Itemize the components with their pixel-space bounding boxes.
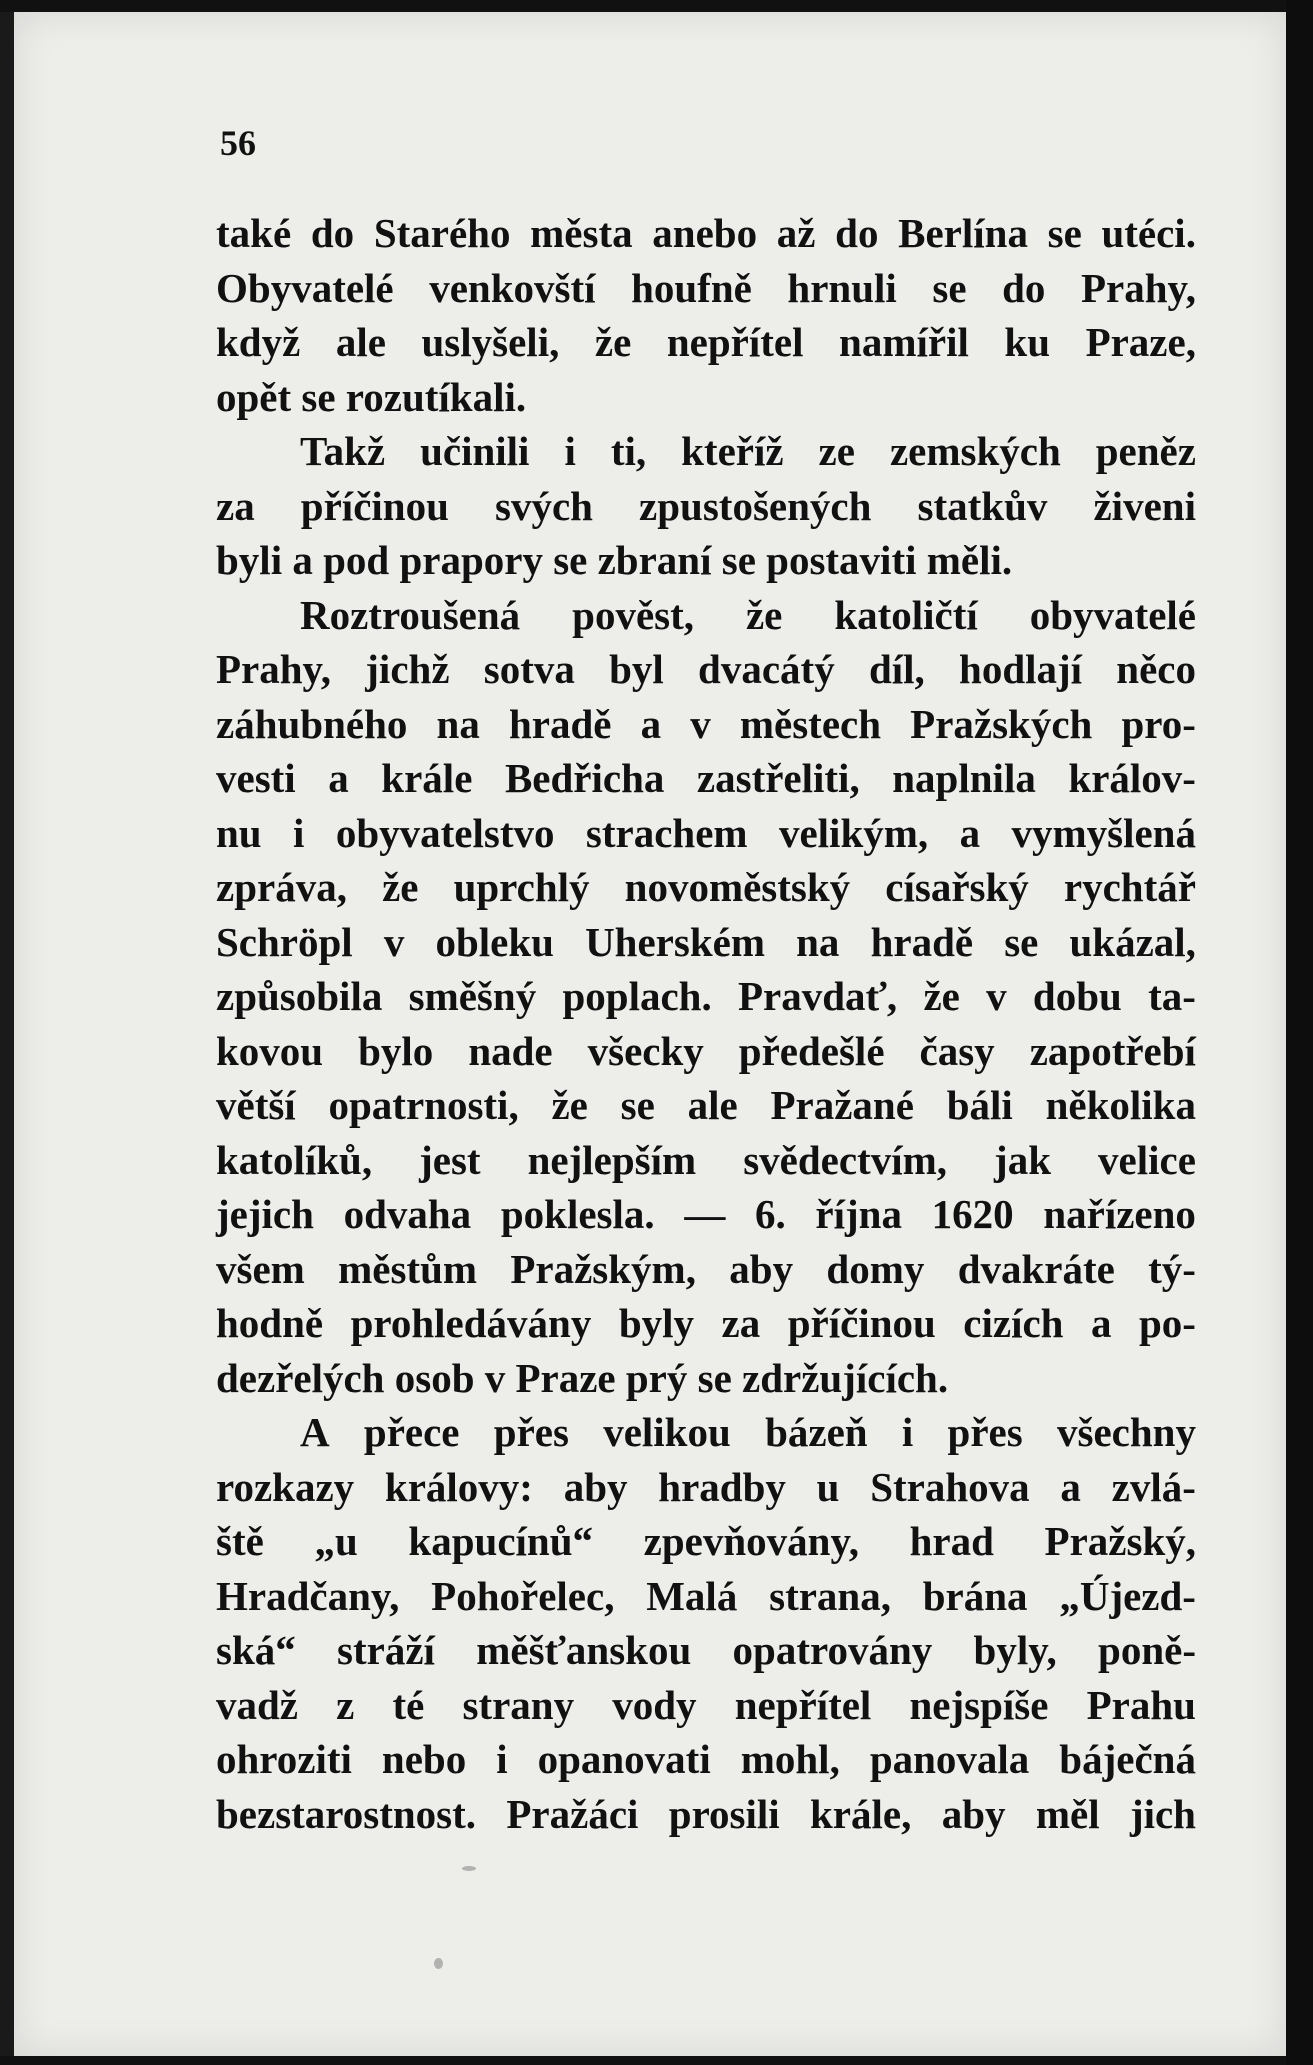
scan-speck: [462, 1866, 476, 1871]
text-line: za příčinou svých zpustošených statkův živeni: [216, 482, 1196, 529]
text-line: zpráva, že uprchlý novoměstský císařský rychtář: [216, 864, 1196, 910]
text-line: všem městům Pražským, aby domy dvakráte tý-: [216, 1245, 1196, 1292]
text-line: Prahy, jichž sotva byl dvacátý díl, hodlají něco: [216, 646, 1196, 692]
text-line: Roztroušená pověst, že katoličtí obyvatelé: [300, 591, 1196, 638]
text-line: A přece přes velikou bázeň i přes všechny: [300, 1409, 1196, 1455]
scan-border-top: [0, 0, 1313, 12]
text-line: způsobila směšný poplach. Pravdať, že v dobu ta-: [216, 973, 1196, 1019]
page-number: 56: [220, 123, 256, 163]
text-line: katolíků, jest nejlepším svědectvím, jak velice: [216, 1136, 1196, 1183]
text-line: záhubného na hradě a v městech Pražských pro-: [216, 700, 1196, 747]
text-line: kovou bylo nade všecky předešlé časy zapotřebí: [216, 1027, 1196, 1074]
text-line: rozkazy královy: aby hradby u Strahova a zvlá-: [216, 1463, 1196, 1510]
text-line: ská“ stráží měšťanskou opatrovány byly, poně-: [216, 1627, 1196, 1673]
text-line: Hradčany, Pohořelec, Malá strana, brána „Újezd-: [216, 1572, 1196, 1619]
text-line: větší opatrnosti, že se ale Pražané báli několika: [216, 1082, 1196, 1128]
text-line: Takž učinili i ti, kteříž ze zemských peněz: [300, 428, 1196, 474]
scan-speck: [434, 1958, 443, 1969]
text-line: Obyvatelé venkovští houfně hrnuli se do Prahy,: [216, 264, 1196, 311]
text-line: opět se rozutíkali.: [216, 373, 527, 420]
scan-border-right: [1286, 0, 1313, 2065]
text-line: když ale uslyšeli, že nepřítel namířil ku Praze,: [216, 319, 1196, 365]
text-line: hodně prohledávány byly za příčinou cizích a po-: [216, 1300, 1196, 1346]
text-line: dezřelých osob v Praze prý se zdržujících.: [216, 1354, 949, 1401]
text-line: vesti a krále Bedřicha zastřeliti, naplnila králov-: [216, 755, 1196, 801]
scan-border-bottom: [0, 2056, 1313, 2065]
text-line: vadž z té strany vody nepřítel nejspíše Prahu: [216, 1681, 1196, 1728]
body-text: [216, 206, 1196, 1841]
text-line: byli a pod prapory se zbraní se postaviti měli.: [216, 537, 1013, 583]
text-line: Schröpl v obleku Uherském na hradě se ukázal,: [216, 918, 1196, 965]
text-line: ště „u kapucínů“ zpevňovány, hrad Pražský,: [216, 1518, 1196, 1564]
text-line: také do Starého města anebo až do Berlína se utéci.: [216, 210, 1196, 256]
text-line: bezstarostnost. Pražáci prosili krále, aby měl jich: [216, 1790, 1196, 1837]
text-line: nu i obyvatelstvo strachem velikým, a vymyšlená: [216, 809, 1196, 856]
text-line: jejich odvaha poklesla. — 6. října 1620 nařízeno: [216, 1191, 1196, 1237]
text-line: ohroziti nebo i opanovati mohl, panovala báječná: [216, 1736, 1196, 1782]
